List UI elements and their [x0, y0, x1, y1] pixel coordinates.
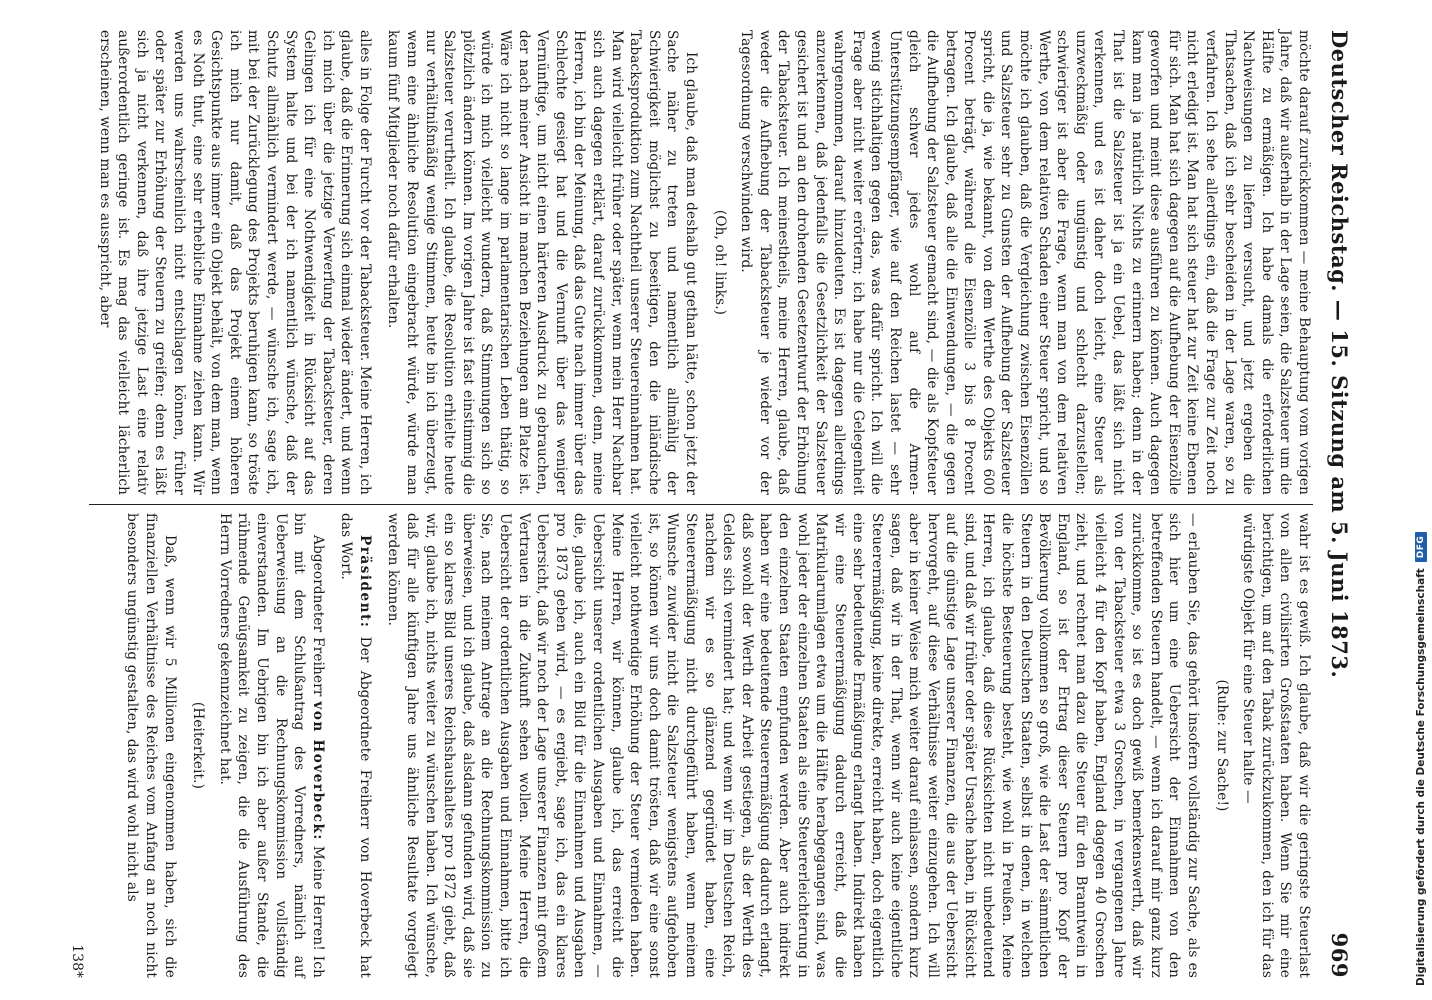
- paragraph-gap: [327, 513, 337, 978]
- body-paragraph: — erlauben Sie, das gehört insofern vollständig zur Sache, als es sich hier um eine Uebersicht der Einnahmen von den betreffenden Steuern handelt, — wenn ich darauf mir ganz kurz zurückkomme, so ist es doch gewiß bemerkenswerth, daß wir von der Tabacksteuer etwa 3 Groschen, in vergangenen Jahre vielleicht 4 für den Kopf haben, England dagegen 40 Groschen zieht, und rechnet man dazu die Steuer für den Branntwein in England, so ist der Ertrag dieser Steuern pro Kopf der Bevölkerung vollkommen so groß, wie die Last der sämmtlichen Steuern in den Deutschen Staaten, selbst in denen, in welchen die höchste Besteuerung besteht, wie wohl in Preußen. Meine Herren, ich glaube, daß diese Rücksichten nicht unbedeutend sind, und daß wir früher oder später Ursache haben, in Rücksicht auf die günstige Lage unserer Finanzen, die aus der Uebersicht hervorgeht, auf diese Verhältnisse weiter einzugehen. Ich will aber in keiner Weise mich weiter darauf einlassen, sondern kurz sagen, daß wir in der That, wenn wir auch keine eigentliche Steuerermäßigung, keine direkte, erreicht haben, doch eigentlich eine sehr bedeutende Ermäßigung erlangt haben. Indirekt haben wir eine Steuerermäßigung dadurch erreicht, daß die Matrikularumlagen etwa um die Hälfte herabgegangen sind, was wohl jeder der einzelnen Staaten als eine Steuererleichterung in den einzelnen Staaten empfunden werden. Aber auch indirekt haben wir eine bedeutende Steuerermäßigung dadurch erlangt, daß sowohl der Werth der Arbeit gestiegen, als der Werth des Geldes sich vermindert hat; und wenn wir im Deutschen Reich, nachdem wir es so glänzend gegründet haben, eine Steuerermäßigung nicht durchgeführt haben, wenn meinem Wunsche zuwider nicht die Salzsteuer wenigstens aufgehoben ist, so können wir uns doch damit trösten, daß wir eine sonst vielleicht nothwendige Erhöhung der Steuer vermieden haben. Meine Herren, wir können, glaube ich, das erreicht die Uebersicht unserer ordentlichen Ausgaben und Einnahmen, — die, glaube ich, auch ein Bild für die Einnahmen und Ausgaben pro 1873 geben wird, — es ergiebt, sage ich, das ein klares Uebersicht, daß wir noch der Lage unserer Finanzen mit großem Vertrauen in die Zukunft sehen wollen. Meine Herren, die Uebersicht der ordentlichen Ausgaben und Einnahmen, bitte ich Sie, nach meinem Antrage an die Rechnungskommission zu überweisen, und ich glaube, daß alsdann gefunden wird, daß sie ein so klares Bild unseres Reichshaushaltes pro 1872 giebt, daß wir, glaube ich, nichts weiter zu wünschen haben. Ich wünsche, daß für alle künftigen Jahre uns ähnliche Resultate vorgelegt werden können.: [385, 513, 1202, 978]
- body-paragraph: alles in Folge der Furcht vor der Tabacksteuer. Meine Herren, ich glaube, daß die Erinnerung sich einmal wieder ändert, und wenn ich mich über die jetzige Verwerfung der Tabacksteuer, deren Gelingen ich für eine Nothwendigkeit in Rücksicht auf das System halte und bei der ich namentlich wünsche, daß der Schutz allmählich vermindert werde, — wünsche ich, sage ich, mit bei der Zurücklegung des Projekts beruhigen kann, so tröste ich mich nur damit, daß das Projekt einem höheren Gesichtspunkte aus immer ein Objekt behält, von dem man, wenn es Noth thut, eine sehr erhebliche Einnahme ziehen kann. Wir werden uns wahrscheinlich nicht entschlagen können, früher oder später zur Erhöhung der Steuern zu greifen; denn es läßt sich ja nicht verkennen, daß ihre jetzige Last eine relativ außerordentlich geringe ist. Es mag das vielleicht lächerlich erscheinen, wenn man es ausspricht, aber: [96, 30, 373, 495]
- digitization-note: [1410, 0, 1432, 1000]
- right-column: [89, 513, 1313, 978]
- document-page: [58, 0, 1386, 1000]
- stage-direction: (Ruhe: zur Sache!): [1213, 679, 1230, 812]
- body-paragraph: Daß, wenn wir 5 Millionen eingenommen haben, sich die finanziellen Verhältnisse des Reiches vom Anfang an noch nicht besonders ungünstig gestalten, das wird wohl nicht als: [124, 513, 178, 978]
- speaker-name: Präsident:: [356, 535, 373, 629]
- body-paragraph: Ich glaube, daß man deshalb gut gethan hätte, schon jetzt der Sache näher zu treten und namentlich allmählig der Schwierigkeit möglichst zu beseitigen, den die inländische Tabacksproduktion zum Nachtheil unserer Steuereinnahmen hat. Man wird vielleicht früher oder später, wenn mein Herr Nachbar sich auch dagegen erklärt, darauf zurückkommen, denn, meine Herren, ich bin der Meinung, daß das Gute nach immer über das Schlechte gesiegt hat und die Vernunft über das weniger Vernünftige, um nicht einen härteren Ausdruck zu gebrauchen, der nach meiner Ansicht in manchen Beziehungen am Platze ist. Wäre ich nicht so lange im parlamentarischen Leben thätig, so würde ich mich vielleicht wundern, daß Stimmungen sich so plötzlich ändern können. Im vorigen Jahre ist fast einstimmig die Salzsteuer verurtheilt. Ich glaube, die Resolution erhielte heute nur verhältnißmäßig wenige Stimmen, heute bin ich überzeugt, wenn eine ähnliche Resolution eingebracht würde, würde man kaum fünf Mitglieder noch dafür erhalten.: [385, 30, 699, 495]
- running-title: Deutscher Reichstag. — 15. Sitzung am 5. Juni 1873.: [1327, 30, 1352, 679]
- dfg-logo: DFG: [1415, 532, 1427, 563]
- stage-direction: (Oh, oh! links.): [711, 209, 728, 316]
- page-header: [1327, 30, 1352, 978]
- speaker-prefix: Abgeordneter Freiherr: [309, 535, 326, 702]
- digitization-note-text: Digitalisierung gefördert durch die Deutsche Forschungsgemeinschaft: [1415, 568, 1427, 986]
- column-divider: [89, 504, 1313, 505]
- body-paragraph: wahr ist es gewiß. Ich glaube, daß wir die geringste Steuerlast von allen civilisirten Großstaaten haben. Wenn Sie mir eine berichtigen, um auf den Tabak zurückzukommen, den ich für das würdigste Objekt für eine Steuer halte —: [1240, 513, 1312, 978]
- speech-text: Der Abgeordnete Freiherr von Hoverbeck hat das Wort.: [338, 513, 373, 978]
- paragraph-gap: [374, 513, 384, 978]
- signature-mark: 138*: [69, 944, 85, 978]
- left-column: [89, 30, 1313, 495]
- speaker-paragraph: [215, 513, 327, 978]
- page-number: 969: [1327, 932, 1352, 978]
- stage-direction: (Heiterkeit.): [190, 701, 207, 790]
- two-column-body: [89, 30, 1313, 978]
- body-paragraph: möchte darauf zurückkommen — meine Behauptung vom vorigen Jahre, daß wir außerhalb in der Lage seien, die Salzsteuer um die Hälfte zu ermäßigen. Ich habe damals die erforderlichen Nachweisungen zu liefern versucht, und jetzt ergeben die Thatsachen, daß ich sehr bescheiden in der Lage waren, so zu verfahren. Ich sehe allerdings ein, daß die Frage zur Zeit noch nicht erledigt ist. Man hat sich steuer hat zur Zeit keine Ebenen für sich. Man hat sich dagegen auf die Aufhebung der Eisenzölle geworfen und meint diese ausführen zu können. Auch dagegen kann man ja natürlich Nichts zu erinnern haben; denn in der That ist die Salzsteuer ist ja ein Uebel, das läßt sich nicht verkennen, und es ist daher doch leicht, eine Steuer als unzweckmäßig oder ungünstig und schlecht darzustellen; schwieriger ist aber die Frage, wenn man von dem relativen Werthe, von dem relativen Schaden einer Steuer spricht, und so möchte ich glauben, daß die Vergleichung zwischen Eisenzöllen und Salzsteuer sehr zu Gunsten der Aufhebung der Salzsteuer spricht, die ja, wie bekannt, von dem Werthe des Objekts 600 Procent beträgt, während die Eisenzölle 3 bis 8 Procent betragen. Ich glaube, daß alle die Einwendungen, — die gegen die Aufhebung der Salzsteuer gemacht sind, — die als Kopfsteuer gleich schwer jedes wohl auf die Armen-Unterstützungsempfänger, wie auf den Reichen lastet — sehr wenig stichhaltigen gegen das, was dafür spricht. Ich will die Frage aber nicht weiter erörtern; ich habe nur die Gelegenheit wahrgenommen, darauf hinzudeuten. Es ist dagegen allerdings anzuerkennen, daß jedenfalls die Gesetzlichkeit der Salzsteuer gesichert ist und an den drohenden Gesetzentwurf der Erhöhung der Tabacksteuer. Ich meinestheils, meine Herren, glaube, daß weder die Aufhebung der Tabacksteuer je wieder vor der Tagesordnung verschwinden wird.: [738, 30, 1312, 495]
- speaker-name: von Hoverbeck:: [309, 701, 326, 841]
- paragraph-gap: [374, 30, 384, 495]
- speaker-paragraph: [337, 513, 374, 978]
- speech-text: Meine Herren! Ich bin mit dem Schlußantrag des Vorredners, nämlich auf Ueberweisung an die Rechnungskommission vollständig einverstanden. Im Uebrigen bin ich aber außer Stande, die rühmende Genügsamkeit zu zeigen, die die Ausführung des Herrn Vorredners gekennzeichnet hat.: [216, 513, 326, 978]
